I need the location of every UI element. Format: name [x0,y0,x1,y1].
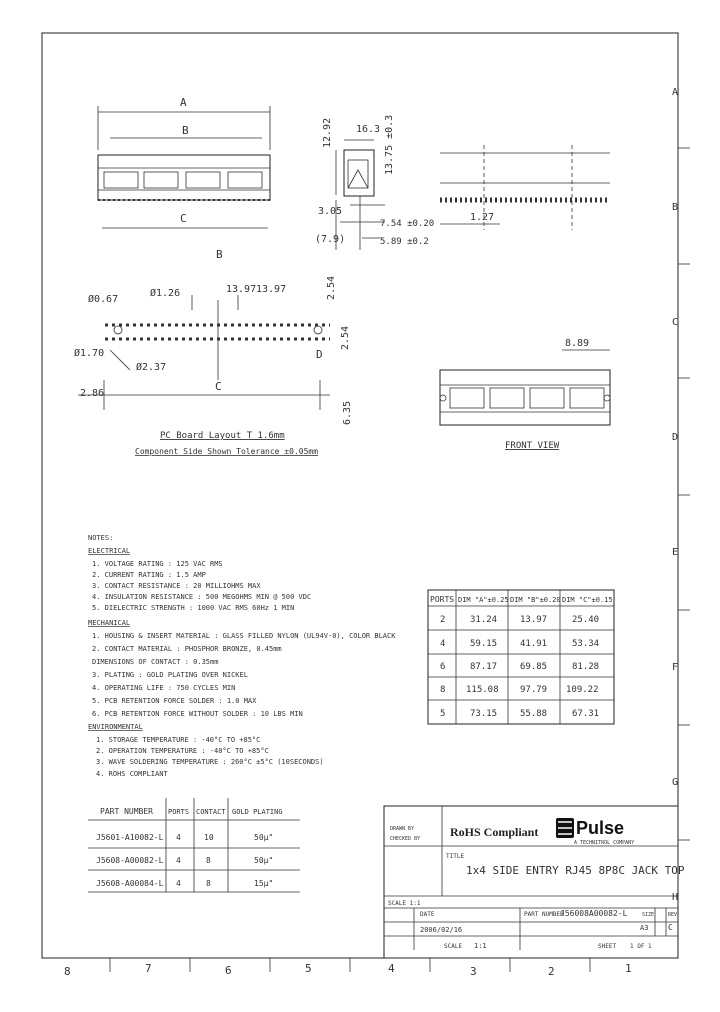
zone-row-label: B [672,202,679,213]
note-environmental: 2. OPERATION TEMPERATURE : -40°C TO +85°C [96,747,269,755]
part-cell: 15µ" [254,879,274,888]
note-environmental: 4. ROHS COMPLIANT [96,770,168,778]
vert-6-35: 6.35 [342,400,353,425]
pcb-caption-2: Component Side Shown Tolerance ±0.05mm [135,447,319,456]
side-view [315,115,434,250]
note-mechanical: 5. PCB RETENTION FORCE SOLDER : 1.0 MAX [92,697,257,705]
dim-13-75: 13.75 ±0.3 [384,114,395,175]
dim-16-3: 16.3 [356,124,381,135]
size-value: A3 [640,924,649,932]
dim-b-pcb: B [216,248,223,261]
drawing-title: 1x4 SIDE ENTRY RJ45 8P8C JACK TOP [466,864,685,877]
note-mechanical: 1. HOUSING & INSERT MATERIAL : GLASS FILLED NYLON (UL94V-0), COLOR BLACK [92,632,396,640]
front-view [440,338,610,451]
ports-cell: 109.22 [566,685,599,695]
note-electrical: 5. DIELECTRIC STRENGTH : 1000 VAC RMS 60Hz 1 MIN [92,604,295,612]
note-electrical: 3. CONTACT RESISTANCE : 20 MILLIOHMS MAX [92,582,261,590]
notes-electrical-heading: ELECTRICAL [88,547,131,555]
ports-cell: 6 [440,662,446,672]
svg-text:A TECHNITROL COMPANY: A TECHNITROL COMPANY [574,840,635,846]
dim-a-top: A [180,96,187,109]
part-cell: 4 [176,879,181,888]
part-cell: 4 [176,856,181,865]
zone-col-label: 5 [305,962,312,975]
scale2-value: 1:1 [474,942,487,950]
part-cell: J5601-A10082-L [96,833,164,842]
ports-cell: 55.88 [520,709,548,719]
dim-7-54: 7.54 ±0.20 [380,219,435,229]
hole-1-26: Ø1.26 [150,288,181,299]
size-label: SIZE [642,912,655,918]
date-value: 2006/02/16 [420,926,463,934]
part-cell: 10 [204,833,214,842]
bottom-border-zones [64,958,632,978]
title-block [384,806,685,958]
ports-header: DIM "B"±0.20 [510,596,561,604]
ports-cell: 13.97 [520,615,548,625]
part-cell: J5608-A00084-L [96,879,164,888]
ports-cell: 41.91 [520,639,548,649]
offset-d: D [316,348,323,361]
ports-header: PORTS [430,595,455,604]
ports-cell: 81.28 [572,662,600,672]
title-label: TITLE [446,853,465,860]
part-cell: 50µ" [254,833,274,842]
ports-header: DIM "C"±0.15 [562,596,613,604]
side-body [344,150,374,196]
ports-header: DIM "A"±0.25 [458,596,509,604]
zone-col-label: 3 [470,965,477,978]
scale2-label: SCALE [444,943,463,950]
right-border-zones [672,87,690,903]
scale-label: SCALE 1:1 [388,900,421,907]
svg-text:Pulse: Pulse [576,818,625,838]
ports-cell: 67.31 [572,709,600,719]
dim-8-89: 8.89 [565,338,590,349]
zone-row-label: E [672,547,679,558]
pcb-layout [74,248,353,456]
zone-col-label: 8 [64,965,71,978]
ports-cell: 73.15 [470,709,498,719]
zone-col-label: 4 [388,962,395,975]
dim-7-9: (7.9) [315,234,346,245]
note-environmental: 3. WAVE SOLDERING TEMPERATURE : 260°C ±5°C (10SECONDS) [96,758,324,766]
ports-cell: 87.17 [470,662,498,672]
date-label: DATE [420,911,435,918]
zone-row-label: D [672,432,679,443]
hole-2-37: Ø2.37 [136,362,167,373]
part-cell: 50µ" [254,856,274,865]
pitch-13-97-a: 13.97 [226,284,257,295]
zone-col-label: 6 [225,964,232,977]
pitch-13-97-b: 13.97 [256,284,287,295]
dim-c-top: C [180,212,187,225]
notes [88,534,396,778]
note-mechanical: 4. OPERATING LIFE : 750 CYCLES MIN [92,684,236,692]
notes-environmental-heading: ENVIRONMENTAL [88,723,143,731]
zone-row-label: G [672,777,679,788]
rev-value: C [668,923,673,932]
notes-mechanical-heading: MECHANICAL [88,619,131,627]
drawn-by-label: DRAWN BY [390,826,415,832]
part-number: J56008A00082-L [560,909,628,918]
dim-b-top: B [182,124,189,137]
ports-cell: 97.79 [520,685,548,695]
ports-table [428,590,614,724]
dim-1-27: 1.27 [470,212,495,223]
ports-cell: 31.24 [470,615,498,625]
zone-col-label: 2 [548,965,555,978]
connector-body [98,155,270,200]
sheet-label: SHEET [598,943,617,950]
zone-row-label: A [672,87,679,98]
zone-row-label: H [672,892,679,903]
vert-2-54-a: 2.54 [326,275,337,300]
part-cell: 4 [176,833,181,842]
note-mechanical: 2. CONTACT MATERIAL : PHOSPHOR BRONZE, 0.45mm [92,645,282,653]
zone-col-label: 1 [625,962,632,975]
sheet-value: 1 OF 1 [630,943,652,950]
zone-row-label: F [672,662,679,673]
ports-cell: 59.15 [470,639,498,649]
part-cell: 8 [206,856,211,865]
top-view [98,96,270,228]
ports-cell: 25.40 [572,615,600,625]
dim-c-pcb: C [215,380,222,393]
part-table [88,798,300,892]
zone-col-label: 7 [145,962,152,975]
part-cell: J5608-A00082-L [96,856,164,865]
zone-row-label: C [672,317,679,328]
notes-title: NOTES: [88,534,114,542]
ports-cell: 8 [440,685,446,695]
part-header: CONTACT [196,808,226,816]
part-header: GOLD PLATING [232,808,283,816]
part-header: PART NUMBER [100,807,153,816]
front-body [440,370,610,425]
note-environmental: 1. STORAGE TEMPERATURE : -40°C TO +85°C [96,736,261,744]
dim-3-05: 3.05 [318,206,343,217]
ports-cell: 115.08 [466,685,499,695]
part-cell: 8 [206,879,211,888]
pcb-caption-1: PC Board Layout T 1.6mm [160,431,285,441]
ports-cell: 69.85 [520,662,548,672]
hole-1-70: Ø1.70 [74,348,105,359]
ports-cell: 5 [440,709,446,719]
pin-view [440,145,610,230]
dim-5-89: 5.89 ±0.2 [380,237,429,247]
part-header: PORTS [168,808,190,816]
ports-cell: 4 [440,639,446,649]
checked-by-label: CHECKED BY [390,836,421,842]
hole-0-67: Ø0.67 [88,294,119,305]
ports-cell: 2 [440,615,446,625]
note-mechanical: 3. PLATING : GOLD PLATING OVER NICKEL [92,671,248,679]
front-view-caption: FRONT VIEW [505,441,560,451]
pulse-logo [556,818,634,846]
note-mechanical: 6. PCB RETENTION FORCE WITHOUT SOLDER : 10 LBS MIN [92,710,303,718]
note-mechanical: DIMENSIONS OF CONTACT : 0.35mm [92,658,219,666]
part-number-label: PART NUMBER [524,911,564,918]
rev-label: REV [668,912,678,918]
rohs-label: RoHS Compliant [450,825,539,839]
ports-cell: 53.34 [572,639,600,649]
offset-2-86: 2.86 [80,388,105,399]
note-electrical: 2. CURRENT RATING : 1.5 AMP [92,571,206,579]
dim-12-92: 12.92 [322,117,333,148]
vert-2-54-b: 2.54 [340,325,351,350]
note-electrical: 1. VOLTAGE RATING : 125 VAC RMS [92,560,223,568]
note-electrical: 4. INSULATION RESISTANCE : 500 MEGOHMS MIN @ 500 VDC [92,593,312,601]
